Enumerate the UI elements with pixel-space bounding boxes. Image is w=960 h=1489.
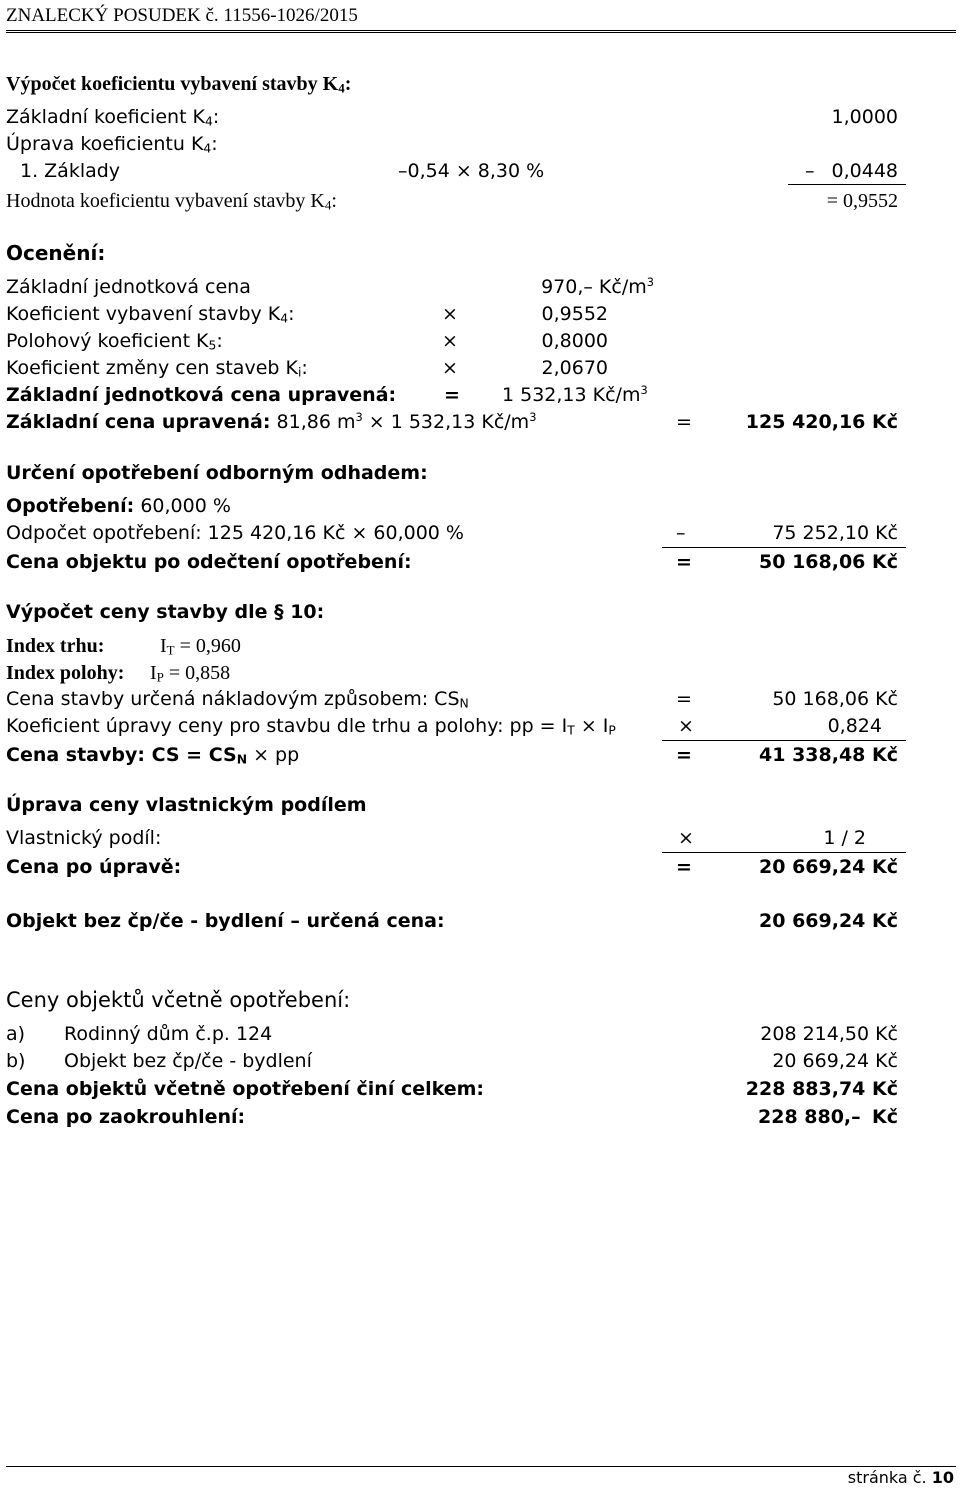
share-after-label: Cena po úpravě:	[6, 856, 182, 878]
valuation-row-value: 0,8000	[541, 330, 608, 352]
valuation-row-label: Koeficient změny cen staveb $K_i$:	[6, 357, 308, 380]
page-number: stránka č. 10	[847, 1468, 954, 1487]
summary-rounded-unit: Kč	[872, 1106, 898, 1128]
price-heading: Výpočet ceny stavby dle § 10:	[6, 601, 325, 623]
base-price-line: Základní cena upravená: 81,86 $m^3 \times 1$ 532,13 $Kč/m^3$	[6, 410, 537, 433]
valuation-row-label: Koeficient vybavení stavby $K_4$:	[6, 303, 295, 326]
summary-total-label: Cena objektů včetně opotřebení činí celkem:	[6, 1078, 485, 1100]
multiply-op: ×	[442, 357, 458, 379]
share-after-value: 20 669,24 Kč	[759, 856, 898, 878]
k4-sum-rule	[788, 184, 906, 185]
share-heading: Úprava ceny vlastnickým podílem	[6, 794, 367, 816]
header-rule	[6, 30, 956, 33]
valuation-row-value: 2,0670	[541, 357, 608, 379]
unit-price-value: 1 532,13 $Kč/m^3$	[502, 383, 648, 406]
share-sum-rule	[662, 852, 906, 853]
object-result-value: 20 669,24 Kč	[759, 910, 898, 932]
multiply-op: ×	[442, 303, 458, 325]
k4-item-calc: –0,54 × 8,30 %	[398, 160, 545, 182]
multiply-op: ×	[678, 715, 694, 737]
valuation-row-label: Základní jednotková cena	[6, 276, 251, 298]
wear-pct: Opotřebení: 60,000 %	[6, 495, 231, 517]
equals-op: =	[676, 551, 692, 573]
equals-op: =	[444, 384, 460, 406]
k4-heading: Výpočet koeficientu vybavení stavby $K_4$:	[6, 73, 352, 96]
summary-item-value: 208 214,50 Kč	[760, 1023, 898, 1045]
wear-deduct-label: Odpočet opotřebení: 125 420,16 Kč × 60,000 %	[6, 522, 464, 544]
market-index-value: $I_T = 0,960$	[160, 635, 241, 658]
k4-result-label: Hodnota koeficientu vybavení stavby $K_4$:	[6, 190, 337, 213]
share-value: 1 / 2	[823, 827, 866, 849]
pp-label: Koeficient úpravy ceny pro stavbu dle trhu a polohy: pp = $I_T \times I_P$	[6, 715, 616, 738]
valuation-row-label: Polohový koeficient $K_5$:	[6, 330, 223, 353]
document-title: ZNALECKÝ POSUDEK č. 11556-1026/2015	[6, 5, 358, 26]
footer-rule	[6, 1466, 956, 1467]
valuation-row-value: 0,9552	[541, 303, 608, 325]
equals-op: =	[676, 744, 692, 766]
k4-result-value: = 0,9552	[826, 190, 898, 212]
minus-op: –	[676, 522, 686, 544]
cost-price-value: 50 168,06 Kč	[772, 688, 898, 710]
k4-item-value: 0,0448	[831, 160, 898, 182]
k4-adj-label: Úprava koeficientu $K_4$:	[6, 133, 218, 156]
wear-heading: Určení opotřebení odborným odhadem:	[6, 462, 428, 484]
k4-base-value: 1,0000	[831, 106, 898, 128]
cost-price-label: Cena stavby určená nákladovým způsobem: $CS_N$	[6, 688, 469, 711]
object-result-label: Objekt bez čp/če - bydlení – určená cena:	[6, 910, 445, 932]
share-label: Vlastnický podíl:	[6, 827, 162, 849]
location-index-label: Index polohy:	[6, 662, 125, 684]
building-price-value: 41 338,48 Kč	[759, 744, 898, 766]
summary-rounded-label: Cena po zaokrouhlení:	[6, 1106, 246, 1128]
base-price-value: 125 420,16 Kč	[745, 411, 898, 433]
k4-item-op: –	[805, 160, 815, 182]
building-price-label: Cena stavby: CS = $CS_N$ × pp	[6, 744, 300, 767]
wear-sum-rule	[662, 547, 906, 548]
valuation-heading: Ocenění:	[6, 241, 106, 265]
valuation-row-value: 970,– $Kč/m^3$	[541, 275, 654, 298]
summary-item-label: Rodinný dům č.p. 124	[64, 1023, 273, 1045]
equals-op: =	[676, 411, 692, 433]
unit-price-label: Základní jednotková cena upravená:	[6, 384, 397, 406]
equals-op: =	[676, 688, 692, 710]
wear-after-value: 50 168,06 Kč	[759, 551, 898, 573]
summary-heading: Ceny objektů včetně opotřebení:	[6, 988, 351, 1012]
market-index-label: Index trhu:	[6, 635, 105, 657]
summary-item-prefix: b)	[6, 1050, 26, 1072]
k4-base-label: Základní koeficient $K_4$:	[6, 106, 220, 129]
wear-deduct-value: 75 252,10 Kč	[772, 522, 898, 544]
price-sum-rule	[662, 740, 906, 741]
summary-item-value: 20 669,24 Kč	[772, 1050, 898, 1072]
location-index-value: $I_P = 0,858$	[150, 662, 231, 685]
pp-value: 0,824	[827, 715, 882, 737]
multiply-op: ×	[442, 330, 458, 352]
wear-after-label: Cena objektu po odečtení opotřebení:	[6, 551, 412, 573]
summary-item-prefix: a)	[6, 1023, 26, 1045]
multiply-op: ×	[678, 827, 694, 849]
summary-total-value: 228 883,74 Kč	[745, 1078, 898, 1100]
summary-item-label: Objekt bez čp/če - bydlení	[64, 1050, 312, 1072]
equals-op: =	[676, 856, 692, 878]
k4-item-label: 1. Základy	[20, 160, 121, 182]
summary-rounded-value: 228 880,–	[758, 1106, 861, 1128]
